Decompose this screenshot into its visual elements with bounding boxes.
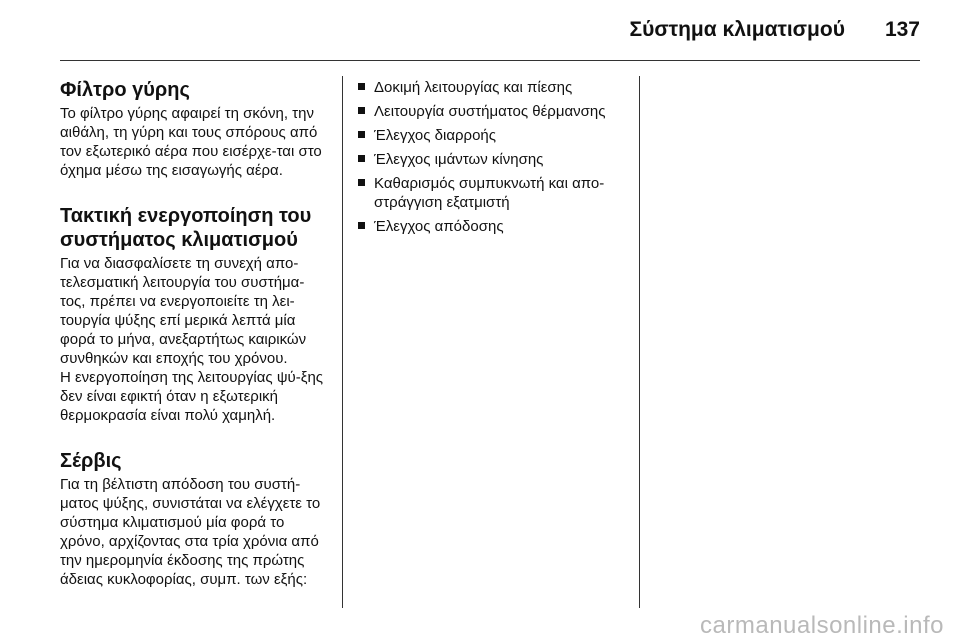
list-item: Έλεγχος ιμάντων κίνησης — [357, 150, 627, 169]
paragraph: Για τη βέλτιστη απόδοση του συστή-ματος ψύξης, συνιστάται να ελέγχετε το σύστημα κλιματισμού μία φορά το χρόνο, αρχίζοντας στα τρία χρόνια από την ημερομηνία έκδοσης της πρώτης άδειας κυκλοφορίας, συμπ. των εξής: — [60, 476, 321, 588]
square-bullet-icon — [358, 107, 365, 114]
column-divider — [342, 76, 343, 608]
service-checklist — [357, 78, 627, 236]
paragraph: Η ενεργοποίηση της λειτουργίας ψύ-ξης δεν είναι εφικτή όταν η εξωτερική θερμοκρασία είναι πολύ χαμηλή. — [60, 369, 324, 424]
list-item: Καθαρισμός συμπυκνωτή και απο-στράγγιση εξατμιστή — [357, 174, 627, 212]
paragraph: Για να διασφαλίσετε τη συνεχή απο-τελεσματική λειτουργία του συστήμα-τος, πρέπει να ενεργοποιείτε τη λει-τουργία ψύξης επί μερικά λεπτά μία φορά το μήνα, ανεξαρτήτως καιρικών συνθηκών και εποχής του χρόνου. — [60, 255, 307, 367]
section-heading: Σέρβις — [60, 450, 122, 472]
page-header — [630, 18, 920, 42]
square-bullet-icon — [358, 155, 365, 162]
square-bullet-icon — [358, 179, 365, 186]
square-bullet-icon — [358, 83, 365, 90]
watermark[interactable]: carmanualsonline.info — [700, 612, 944, 639]
list-item: Δοκιμή λειτουργίας και πίεσης — [357, 78, 627, 97]
section-service — [60, 449, 328, 589]
list-item: Έλεγχος διαρροής — [357, 126, 627, 145]
section-pollen-filter — [60, 78, 328, 180]
list-item: Λειτουργία συστήματος θέρμανσης — [357, 102, 627, 121]
column-divider — [639, 76, 640, 608]
header-title: Σύστημα κλιματισμού — [629, 18, 845, 41]
section-heading: Φίλτρο γύρης — [60, 79, 190, 101]
square-bullet-icon — [358, 222, 365, 229]
header-rule — [60, 60, 920, 61]
list-item: Έλεγχος απόδοσης — [357, 217, 627, 236]
square-bullet-icon — [358, 131, 365, 138]
section-heading: Τακτική ενεργοποίηση του συστήματος κλιματισμού — [60, 205, 312, 251]
left-column — [60, 78, 328, 613]
right-column — [357, 78, 627, 241]
page-number: 137 — [884, 18, 920, 41]
section-regular-activation — [60, 204, 328, 425]
paragraph: Το φίλτρο γύρης αφαιρεί τη σκόνη, την αιθάλη, τη γύρη και τους σπόρους από τον εξωτερικό αέρα που εισέρχε-ται στο όχημα μέσω της εισαγωγής αέρα. — [60, 105, 322, 179]
